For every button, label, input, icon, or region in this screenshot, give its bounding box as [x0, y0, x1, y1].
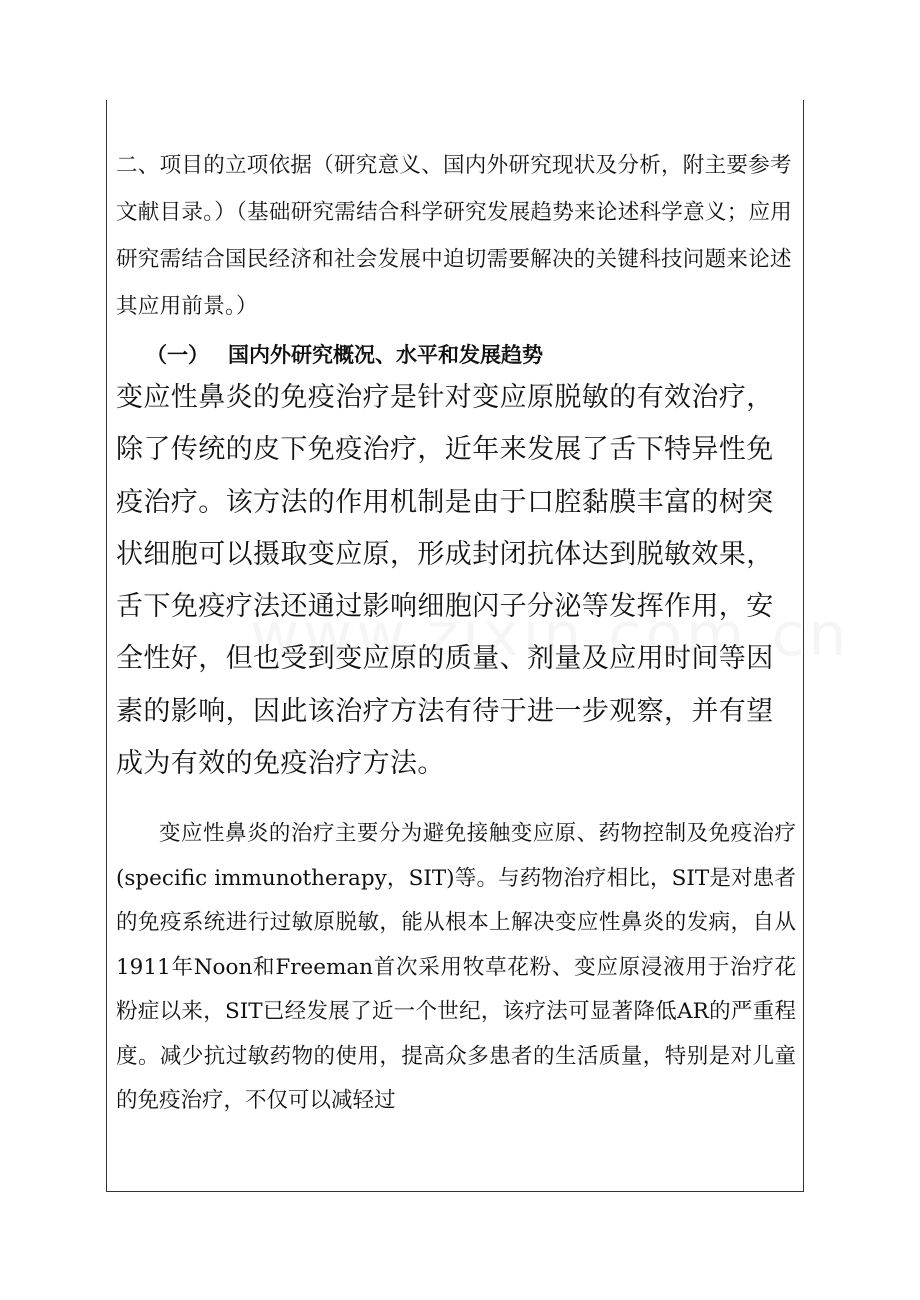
- subsection-title: 国内外研究概况、水平和发展趋势: [228, 342, 543, 367]
- subsection-heading: [116, 340, 796, 370]
- summary-paragraph: 变应性鼻炎的免疫治疗是针对变应原脱敏的有效治疗，除了传统的皮下免疫治疗，近年来发展了舌下特异性免疫治疗。该方法的作用机制是由于口腔黏膜丰富的树突状细胞可以摄取变应原，形成封闭抗体达到脱敏效果，舌下免疫疗法还通过影响细胞闪子分泌等发挥作用，安全性好，但也受到变应原的质量、剂量及应用时间等因素的影响，因此该治疗方法有待于进一步观察，并有望成为有效的免疫治疗方法。: [116, 382, 774, 780]
- subsection-number: （一）: [146, 342, 209, 367]
- section-heading: 二、项目的立项依据（研究意义、国内外研究现状及分析，附主要参考文献目录。）（基础研究需结合科学研究发展趋势来论述科学意义；应用研究需结合国民经济和社会发展中迫切需要解决的关键科技问题来论述其应用前景。）: [116, 153, 793, 319]
- body-paragraph: 变应性鼻炎的治疗主要分为避免接触变应原、药物控制及免疫治疗(specific immunotherapy，SIT)等。与药物治疗相比，SIT是对患者的免疫系统进行过敏原脱敏，能从根本上解决变应性鼻炎的发病，自从1911年Noon和Freeman首次采用牧草花粉、变应原浸液用于治疗花粉症以来，SIT已经发展了近一个世纪，该疗法可显著降低AR的严重程度。减少抗过敏药物的使用，提高众多患者的生活质量，特别是对儿童的免疫治疗，不仅可以减轻过: [116, 821, 796, 1114]
- document-content: [116, 142, 796, 1124]
